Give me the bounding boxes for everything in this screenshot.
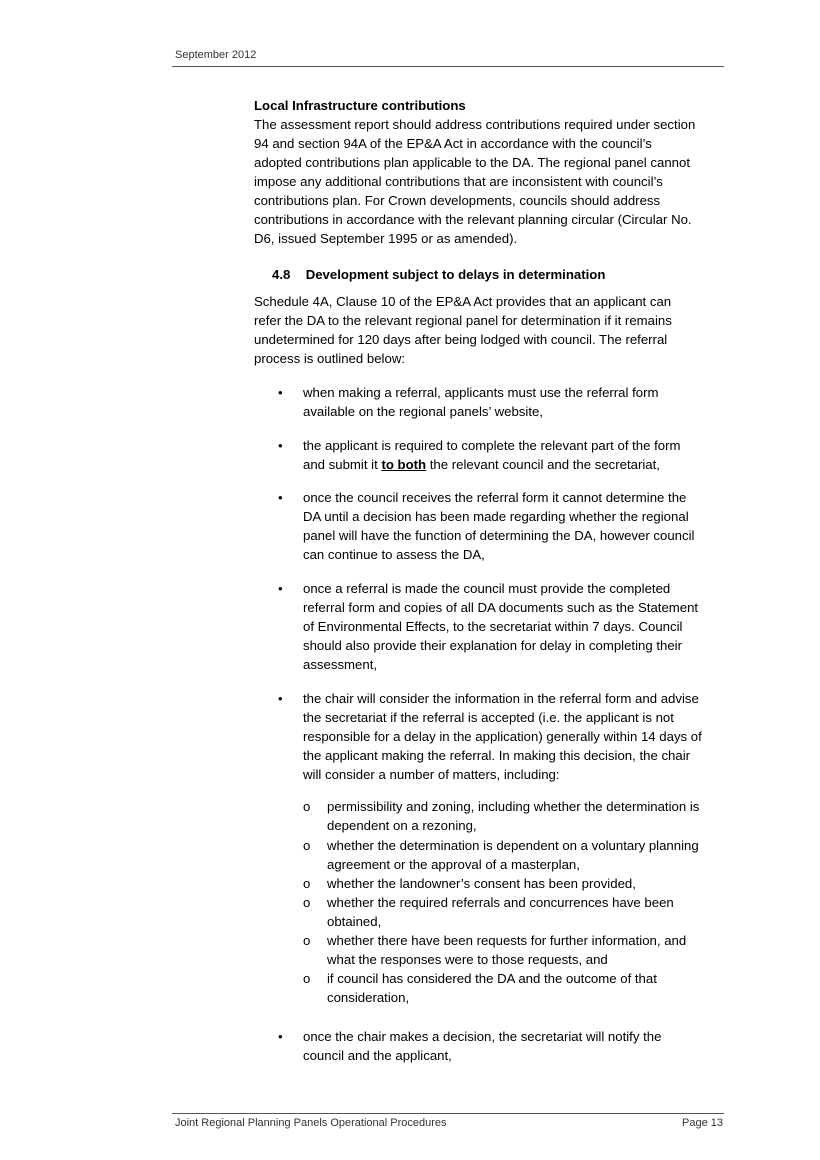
text-line: obtained,	[327, 914, 382, 929]
text-line: dependent on a rezoning,	[327, 818, 477, 833]
text-line: consideration,	[327, 990, 410, 1005]
bullet-icon: •	[278, 691, 283, 706]
intro-paragraph	[254, 292, 724, 368]
text-line: Schedule 4A, Clause 10 of the EP&A Act provides that an applicant can	[254, 294, 672, 309]
text-line: permissibility and zoning, including whether the determination is	[327, 799, 700, 814]
footer-rule	[172, 1113, 724, 1114]
text-line: 94 and section 94A of the EP&A Act in accordance with the council’s	[254, 136, 652, 151]
sub-bullet-icon: o	[303, 895, 311, 910]
emphasis-to-both: to both	[381, 457, 427, 472]
text-line: once the chair makes a decision, the secretariat will notify the	[303, 1029, 662, 1044]
footer-title: Joint Regional Planning Panels Operational Procedures	[175, 1117, 447, 1129]
text-line: contributions plan. For Crown developments, councils should address	[254, 193, 661, 208]
text-line: when making a referral, applicants must use the referral form	[303, 385, 659, 400]
bullet-icon: •	[278, 581, 283, 596]
text-line: impose any additional contributions that are inconsistent with council’s	[254, 174, 663, 189]
text-line: the secretariat if the referral is accepted (i.e. the applicant is not	[303, 710, 674, 725]
sub-bullet-icon: o	[303, 933, 311, 948]
sub-bullet-icon: o	[303, 971, 311, 986]
lic-heading: Local Infrastructure contributions	[254, 98, 466, 113]
text-line: responsible for a delay in the application) generally within 14 days of	[303, 729, 702, 744]
lic-paragraph	[254, 115, 724, 248]
text-line: available on the regional panels’ website,	[303, 404, 543, 419]
text-line: assessment,	[303, 657, 378, 672]
text-line: once a referral is made the council must provide the completed	[303, 581, 671, 596]
text-line: if council has considered the DA and the outcome of that	[327, 971, 657, 986]
text-line: whether there have been requests for further information, and	[327, 933, 687, 948]
bullet-icon: •	[278, 438, 283, 453]
text-line: referral form and copies of all DA documents such as the Statement	[303, 600, 699, 615]
text-line: the applicant making the referral. In making this decision, the chair	[303, 748, 691, 763]
text-line: whether the required referrals and concurrences have been	[327, 895, 674, 910]
sub-bullet-icon: o	[303, 876, 311, 891]
section-title: Development subject to delays in determination	[305, 267, 606, 282]
text-line: and submit it to both the relevant council and the secretariat,	[303, 457, 660, 472]
text-line: contributions in accordance with the relevant planning circular (Circular No.	[254, 212, 692, 227]
header-rule	[172, 66, 724, 67]
bullet-icon: •	[278, 490, 283, 505]
text-line: the applicant is required to complete the relevant part of the form	[303, 438, 681, 453]
text-line: DA until a decision has been made regarding whether the regional	[303, 509, 689, 524]
text-line: once the council receives the referral form it cannot determine the	[303, 490, 687, 505]
section-heading	[272, 265, 605, 284]
text-line: adopted contributions plan applicable to the DA. The regional panel cannot	[254, 155, 690, 170]
sub-bullet-icon: o	[303, 838, 311, 853]
bullet-icon: •	[278, 385, 283, 400]
text-line: panel will have the function of determining the DA, however council	[303, 528, 695, 543]
text-line: refer the DA to the relevant regional panel for determination if it remains	[254, 313, 672, 328]
text-line: what the responses were to those requests, and	[327, 952, 608, 967]
text-line: The assessment report should address contributions required under section	[254, 117, 696, 132]
text-line: agreement or the approval of a masterplan,	[327, 857, 580, 872]
page-number: Page 13	[682, 1117, 723, 1129]
text-line: should also provide their explanation for delay in completing their	[303, 638, 682, 653]
text-line: of Environmental Effects, to the secretariat within 7 days. Council	[303, 619, 683, 634]
text-line: undetermined for 120 days after being lodged with council. The referral	[254, 332, 668, 347]
section-number: 4.8	[272, 267, 291, 282]
text-line: process is outlined below:	[254, 351, 406, 366]
text-line: the chair will consider the information in the referral form and advise	[303, 691, 699, 706]
sub-bullet-icon: o	[303, 799, 311, 814]
text-line: can continue to assess the DA,	[303, 547, 485, 562]
text-line: D6, issued September 1995 or as amended).	[254, 231, 518, 246]
text-line: whether the determination is dependent on a voluntary planning	[327, 838, 699, 853]
bullet-icon: •	[278, 1029, 283, 1044]
text-line: will consider a number of matters, including:	[303, 767, 560, 782]
text-line: whether the landowner’s consent has been provided,	[327, 876, 636, 891]
text-line: council and the applicant,	[303, 1048, 452, 1063]
page-header-date: September 2012	[175, 49, 257, 61]
